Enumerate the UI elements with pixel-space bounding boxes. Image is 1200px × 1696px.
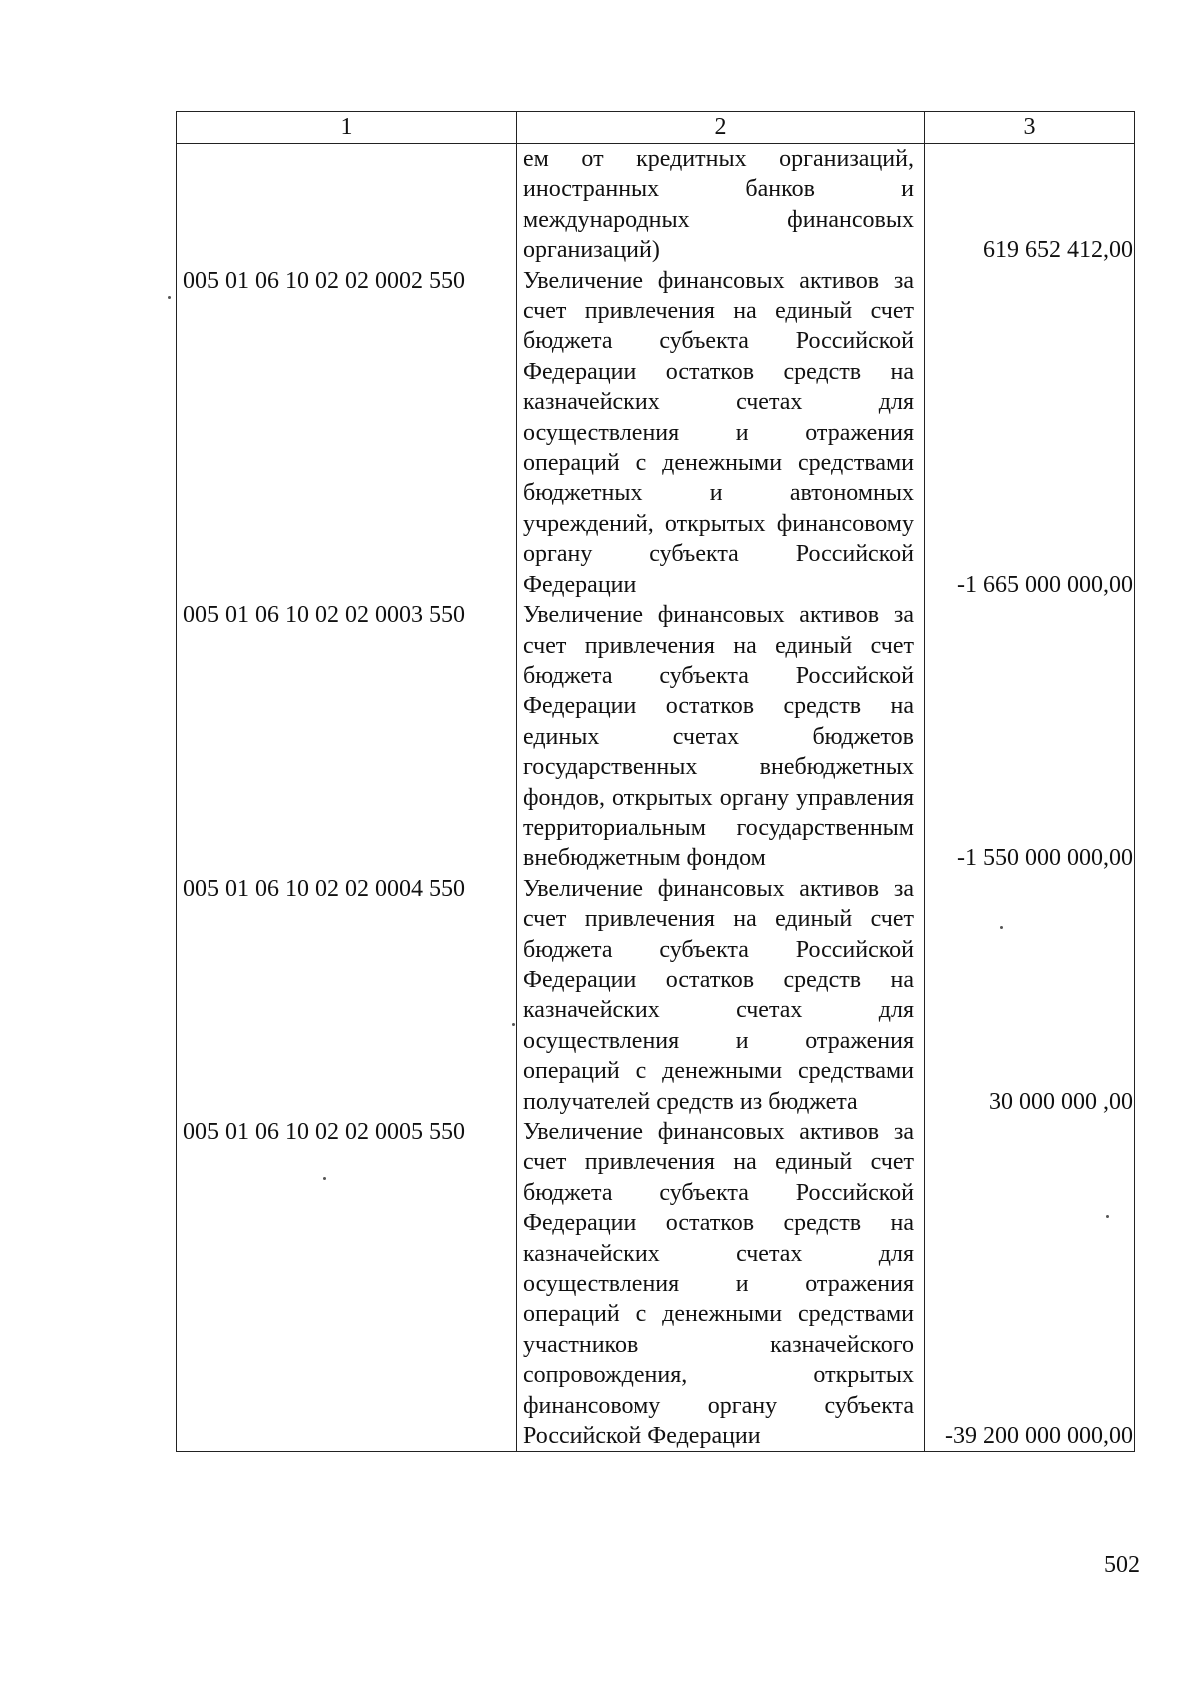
table-row — [177, 144, 1135, 266]
table-row — [177, 600, 1135, 874]
row-amount: 30 000 000 ,00 — [925, 874, 1135, 1117]
row-code: 005 01 06 10 02 02 0002 550 — [177, 266, 517, 600]
budget-sources-table — [176, 111, 1135, 1452]
table-row — [177, 266, 1135, 600]
row-description: Увеличение финансовых активов за счет привлечения на единый счет бюджета субъекта Российской Федерации остатков средств на казначейских счетах для осуществления и отражения операций с денежными средствами бюджетных и автономных учреждений, открытых финансовому органу субъекта Российской Федерации — [517, 266, 925, 600]
row-code: 005 01 06 10 02 02 0003 550 — [177, 600, 517, 874]
row-description: Увеличение финансовых активов за счет привлечения на единый счет бюджета субъекта Российской Федерации остатков средств на казначейских счетах для осуществления и отражения операций с денежными средствами участников казначейского сопровождения, открытых финансовому органу субъекта Российской Федерации — [517, 1117, 925, 1452]
row-amount: -39 200 000 000,00 — [925, 1117, 1135, 1452]
budget-table-container — [176, 111, 1134, 1452]
row-code: 005 01 06 10 02 02 0004 550 — [177, 874, 517, 1117]
scan-speck — [323, 1177, 326, 1180]
row-amount: -1 665 000 000,00 — [925, 266, 1135, 600]
column-header-code: 1 — [177, 112, 517, 144]
row-code — [177, 144, 517, 266]
row-amount: 619 652 412,00 — [925, 144, 1135, 266]
row-description: Увеличение финансовых активов за счет привлечения на единый счет бюджета субъекта Российской Федерации остатков средств на единых счетах бюджетов государственных внебюджетных фондов, открытых органу управления территориальным государственным внебюджетным фондом — [517, 600, 925, 874]
column-header-amount: 3 — [925, 112, 1135, 144]
scan-speck — [1106, 1215, 1109, 1218]
scan-speck — [1000, 926, 1003, 929]
table-row — [177, 874, 1135, 1117]
page-number: 502 — [1104, 1552, 1140, 1578]
table-row — [177, 1117, 1135, 1452]
row-description: ем от кредитных организаций, иностранных банков и международных финансовых организаций) — [517, 144, 925, 266]
scan-speck — [168, 296, 171, 299]
row-amount: -1 550 000 000,00 — [925, 600, 1135, 874]
row-description: Увеличение финансовых активов за счет привлечения на единый счет бюджета субъекта Российской Федерации остатков средств на казначейских счетах для осуществления и отражения операций с денежными средствами получателей средств из бюджета — [517, 874, 925, 1117]
scan-speck — [512, 1023, 515, 1026]
table-header-row — [177, 112, 1135, 144]
column-header-description: 2 — [517, 112, 925, 144]
row-code: 005 01 06 10 02 02 0005 550 — [177, 1117, 517, 1452]
